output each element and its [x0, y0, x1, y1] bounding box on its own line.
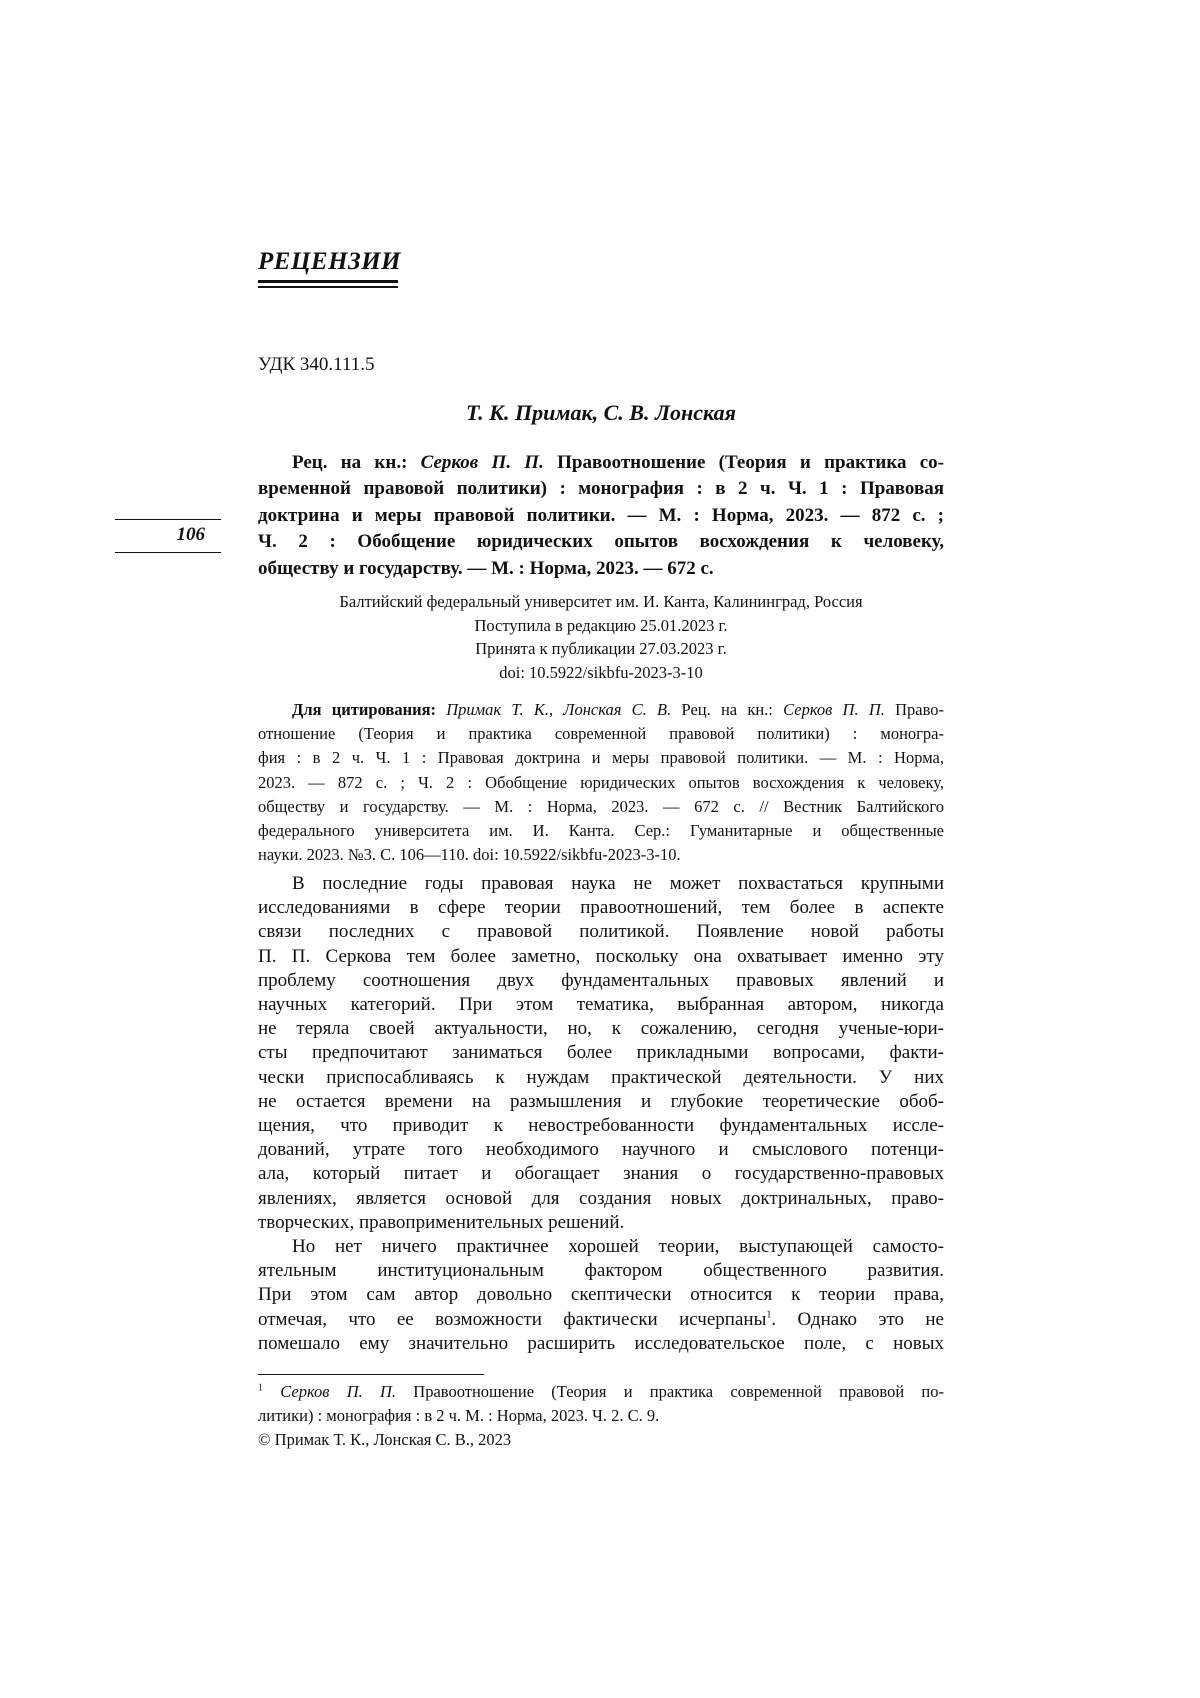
body-text-segment: отмечая, что ее возможности фактически исчерпаны: [258, 1308, 767, 1330]
review-ref-line: доктрина и меры правовой политики. — М. : Норма, 2023. — 872 с. ;: [258, 504, 944, 526]
body-line: творческих, правоприменительных решений.: [258, 1211, 625, 1233]
body-line: дований, утрате того необходимого научного и смыслового потенци-: [258, 1139, 944, 1161]
body-line: Но нет ничего практичнее хорошей теории, выступающей самосто-: [292, 1236, 944, 1258]
footnote-line: [258, 1380, 944, 1404]
citation-text: Право-: [895, 700, 945, 719]
review-reference: [258, 450, 944, 582]
body-line: связи последних с правовой политикой. Появление новой работы: [258, 921, 944, 943]
citation-line: [258, 698, 944, 722]
doi: doi: 10.5922/sikbfu-2023-3-10: [499, 662, 703, 682]
affiliation-university: Балтийский федеральный университет им. И. Канта, Калининград, Россия: [339, 592, 863, 611]
body-line: [258, 1308, 944, 1332]
body-text-segment: . Однако это не: [771, 1308, 944, 1330]
footnote-reference[interactable]: 1: [766, 1309, 772, 1321]
affiliation-block: [258, 590, 944, 684]
citation-authors: Примак Т. К., Лонская С. В.: [446, 700, 672, 719]
footnote-author: Серков П. П.: [280, 1382, 397, 1401]
heading-underline: [258, 280, 398, 283]
body-line: научных категорий. При этом тематика, выбранная автором, никогда: [258, 994, 944, 1016]
page-number: 106: [176, 524, 205, 545]
body-line: щения, что приводит к невостребованности фундаментальных иссле-: [258, 1115, 944, 1137]
received-date: Поступила в редакцию 25.01.2023 г.: [474, 615, 728, 635]
review-ref-line: временной правовой политики) : монография : в 2 ч. Ч. 1 : Правовая: [258, 478, 944, 500]
body-line: не остается времени на размышления и глубокие теоретические обоб-: [258, 1090, 944, 1112]
body-line: помешало ему значительно расширить исследовательское поле, с новых: [258, 1332, 944, 1354]
citation-line: обществу и государству. — М. : Норма, 2023. — 672 с. // Вестник Балтийского: [258, 796, 944, 816]
body-line: сты предпочитают заниматься более прикладными вопросами, факти-: [258, 1042, 944, 1064]
body-line: явлениях, является основой для создания новых доктринальных, право-: [258, 1187, 944, 1209]
accepted-date: Принята к публикации 27.03.2023 г.: [475, 639, 727, 659]
review-ref-line: [258, 450, 944, 476]
citation-book-author: Серков П. П.: [783, 700, 885, 719]
footnote-text: Правоотношение (Теория и практика современной правовой по-: [413, 1382, 944, 1401]
footnote-divider: [258, 1374, 484, 1375]
page-number-box: [115, 519, 221, 553]
body-line: ала, который питает и обогащает знания о государственно-правовых: [258, 1163, 944, 1185]
citation-line: отношение (Теория и практика современной правовой политики) : моногра-: [258, 724, 944, 744]
review-ref-line: обществу и государству. — М. : Норма, 2023. — 672 с.: [258, 557, 714, 579]
body-line: При этом сам автор довольно скептически относится к теории права,: [258, 1284, 944, 1306]
article-body: [258, 872, 944, 1356]
citation-line: науки. 2023. №3. С. 106—110. doi: 10.5922/sikbfu-2023-3-10.: [258, 845, 681, 865]
body-line: исследованиями в сфере теории правоотношений, тем более в аспекте: [258, 897, 944, 919]
body-line: не теряла своей актуальности, но, к сожалению, сегодня ученые-юри-: [258, 1018, 944, 1040]
udk-code: УДК 340.111.5: [258, 354, 375, 375]
review-ref-line: Ч. 2 : Обобщение юридических опытов восхождения к человеку,: [258, 531, 944, 553]
body-line: чески приспосабливаясь к нуждам практической деятельности. У них: [258, 1066, 944, 1088]
article-authors: Т. К. Примак, С. В. Лонская: [466, 400, 736, 425]
heading-underline-double: [258, 286, 398, 288]
copyright: © Примак Т. К., Лонская С. В., 2023: [258, 1430, 512, 1449]
footnote-block: [258, 1380, 944, 1452]
paragraph-1: [258, 872, 944, 1235]
review-ref-lead: Рец. на кн.:: [292, 452, 408, 473]
footnote-line: литики) : монография : в 2 ч. М. : Норма, 2023. Ч. 2. С. 9.: [258, 1406, 660, 1425]
citation-line: 2023. — 872 с. ; Ч. 2 : Обобщение юридических опытов восхождения к человеку,: [258, 772, 944, 792]
paragraph-2: [258, 1235, 944, 1356]
body-line: П. П. Серкова тем более заметно, поскольку она охватывает именно эту: [258, 945, 944, 967]
review-book-author: Серков П. П.: [420, 452, 544, 473]
citation-label: Для цитирования:: [292, 700, 436, 719]
body-line: В последние годы правовая наука не может похвастаться крупными: [292, 873, 944, 894]
footnote-mark: 1: [258, 1382, 263, 1394]
body-line: ятельным институциональным фактором общественного развития.: [258, 1260, 944, 1282]
citation-line: фия : в 2 ч. Ч. 1 : Правовая доктрина и меры правовой политики. — М. : Норма,: [258, 748, 944, 768]
citation-line: федерального университета им. И. Канта. Сер.: Гуманитарные и общественные: [258, 821, 944, 841]
review-ref-text: Правоотношение (Теория и практика со-: [557, 452, 945, 473]
body-line: проблему соотношения двух фундаментальных правовых явлений и: [258, 969, 944, 991]
citation-ref-lead: Рец. на кн.:: [681, 700, 773, 719]
citation-block: [258, 698, 944, 867]
section-heading: РЕЦЕНЗИИ: [258, 248, 402, 275]
